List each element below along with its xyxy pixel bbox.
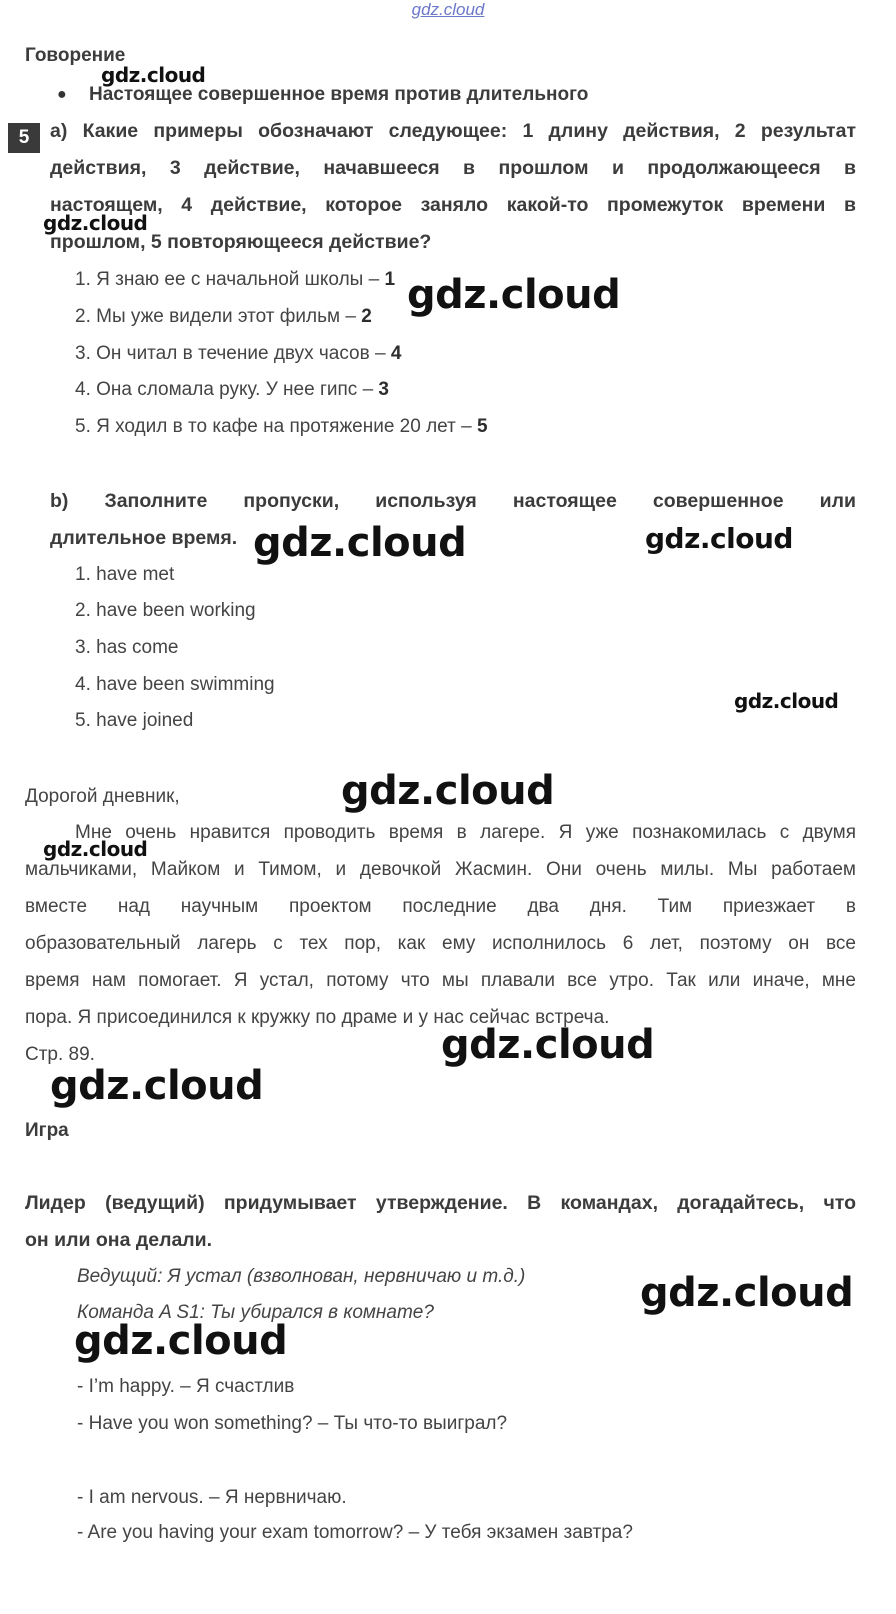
answer-text: 2. Мы уже видели этот фильм – xyxy=(75,306,362,327)
task-a-answer xyxy=(75,269,395,291)
task-b-answer: 5. have joined xyxy=(75,710,194,731)
task-a-answer xyxy=(75,416,488,438)
diary-line: Мне очень нравится проводить время в лагере. Я уже познакомилась с двумя xyxy=(75,822,856,843)
diary-line: вместе над научным проектом последние два дня. Тим приезжает в xyxy=(25,896,856,917)
watermark-text: gdz.cloud xyxy=(74,1318,288,1364)
answer-number: 5 xyxy=(476,416,488,437)
answer-text: 1. Я знаю ее с начальной школы – xyxy=(75,269,385,290)
watermark-text: gdz.cloud xyxy=(43,211,148,235)
watermark-text: gdz.cloud xyxy=(50,1063,264,1109)
task-a-line: прошлом, 5 повторяющееся действие? xyxy=(50,231,432,253)
task-b-answer: 4. have been swimming xyxy=(75,674,275,695)
diary-line: образовательный лагерь с тех пор, как ему исполнилось 6 лет, поэтому он все xyxy=(25,933,856,954)
watermark-text: gdz.cloud xyxy=(441,1022,655,1068)
answer-number: 3 xyxy=(378,379,389,400)
game-task-line: он или она делали. xyxy=(25,1229,213,1251)
watermark-text: gdz.cloud xyxy=(734,689,839,713)
answer-number: 4 xyxy=(390,343,402,364)
bullet-icon: ● xyxy=(57,86,67,103)
task-a-line: настоящем, 4 действие, которое заняло какой-то промежуток времени в xyxy=(50,194,856,216)
dialogue-line: - I am nervous. – Я нервничаю. xyxy=(77,1487,347,1508)
task-number-badge: 5 xyxy=(8,123,40,153)
diary-line: мальчиками, Майком и Тимом, и девочкой Жасмин. Они очень милы. Мы работаем xyxy=(25,859,856,880)
diary-text xyxy=(25,814,856,1036)
dialogue-line: - Have you won something? – Ты что-то выиграл? xyxy=(77,1413,508,1434)
watermark-text: gdz.cloud xyxy=(43,837,148,861)
task-b-answer: 1. have met xyxy=(75,564,175,585)
diary-greeting: Дорогой дневник, xyxy=(25,786,180,807)
top-watermark[interactable]: gdz.cloud xyxy=(411,0,485,19)
task-a-answer xyxy=(75,343,401,365)
watermark-text: gdz.cloud xyxy=(645,522,793,555)
answer-text: 5. Я ходил в то кафе на протяжение 20 лет – xyxy=(75,416,477,437)
task-b-answer: 3. has come xyxy=(75,637,179,658)
example-line: Ведущий: Я устал (взволнован, нервничаю и т.д.) xyxy=(77,1266,526,1287)
task-a-line: действия, 3 действие, начавшееся в прошлом и продолжающееся в xyxy=(50,157,856,179)
watermark-text: gdz.cloud xyxy=(101,63,206,87)
watermark-text: gdz.cloud xyxy=(640,1270,854,1316)
example-line: Команда A S1: Ты убирался в комнате? xyxy=(77,1302,434,1323)
diary-line: пора. Я присоединился к кружку по драме и у нас сейчас встреча. xyxy=(25,1007,610,1028)
task-a-line: а) Какие примеры обозначают следующее: 1 длину действия, 2 результат xyxy=(50,120,856,142)
section-title: Говорение xyxy=(25,45,126,66)
page-reference: Стр. 89. xyxy=(25,1044,95,1065)
answer-number: 1 xyxy=(384,269,396,290)
game-title: Игра xyxy=(25,1120,69,1141)
dialogue-line: - Are you having your exam tomorrow? – У тебя экзамен завтра? xyxy=(77,1522,633,1543)
task-b-line: длительное время. xyxy=(50,527,238,549)
watermark-text: gdz.cloud xyxy=(341,768,555,814)
task-a-answer xyxy=(75,379,389,401)
watermark-text: gdz.cloud xyxy=(253,520,467,566)
watermark-text: gdz.cloud xyxy=(407,272,621,318)
diary-line: время нам помогает. Я устал, потому что мы плавали все утро. Так или иначе, мне xyxy=(25,970,856,991)
task-a-answer xyxy=(75,306,372,328)
game-task-line: Лидер (ведущий) придумывает утверждение. В командах, догадайтесь, что xyxy=(25,1192,856,1214)
bullet-topic: Настоящее совершенное время против длительного xyxy=(89,84,589,105)
task-b-answer: 2. have been working xyxy=(75,600,256,621)
task-b-line: b) Заполните пропуски, используя настоящее совершенное или xyxy=(50,490,856,512)
task-a-instructions xyxy=(50,113,856,261)
dialogue-line: - I’m happy. – Я счастлив xyxy=(77,1376,295,1397)
answer-text: 4. Она сломала руку. У нее гипс – xyxy=(75,379,379,400)
answer-number: 2 xyxy=(361,306,372,327)
game-task xyxy=(25,1185,856,1259)
answer-text: 3. Он читал в течение двух часов – xyxy=(75,343,391,364)
